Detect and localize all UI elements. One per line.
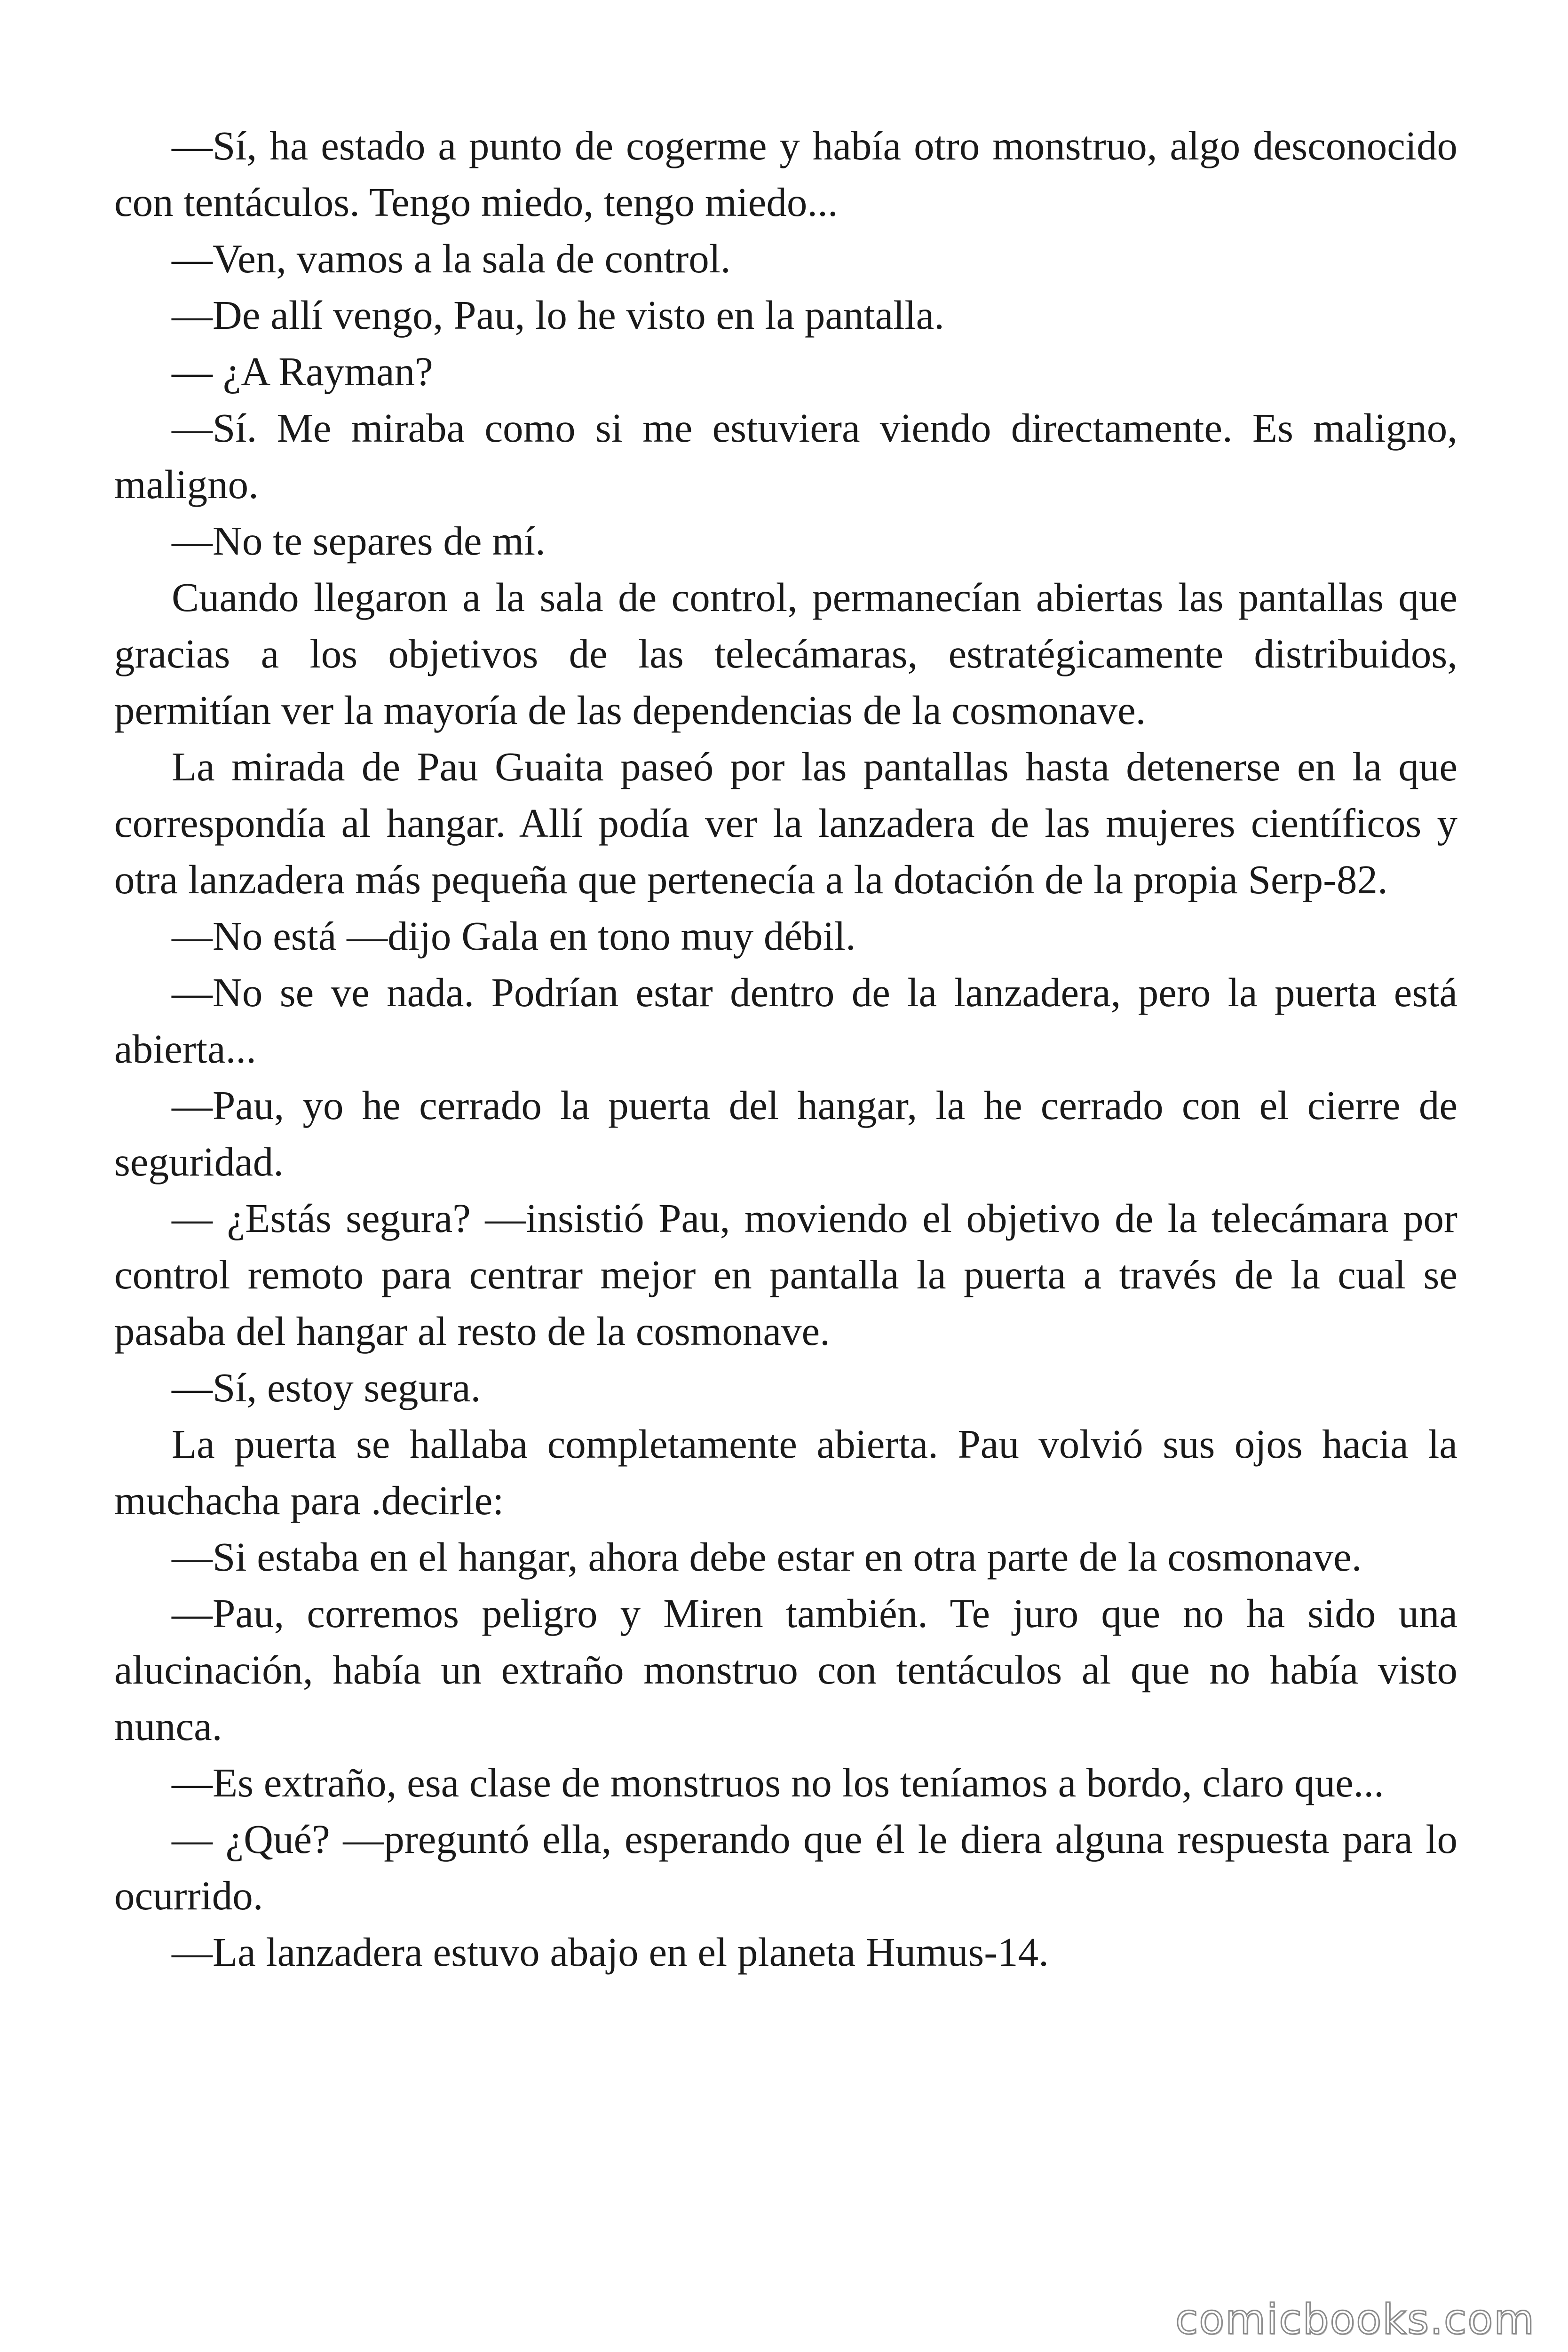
paragraph: — ¿A Rayman? (172, 349, 433, 394)
paragraph: —No te separes de mí. (172, 518, 546, 564)
paragraph: —La lanzadera estuvo abajo en el planeta Humus-14. (172, 1929, 1049, 1975)
paragraph: —Es extraño, esa clase de monstruos no los teníamos a bordo, claro que... (172, 1760, 1384, 1805)
paragraph: — ¿Qué? —preguntó ella, esperando que él le diera alguna respuesta para lo ocurrido. (114, 1816, 1457, 1918)
paragraph: — ¿Estás segura? —insistió Pau, moviendo el objetivo de la telecámara por control remoto para centrar mejor en pantalla la puerta a través de la cual se pasaba del hangar al resto de la cosmonave. (114, 1195, 1457, 1354)
paragraph: La puerta se hallaba completamente abierta. Pau volvió sus ojos hacia la muchacha para .decirle: (114, 1421, 1457, 1523)
paragraph: —Si estaba en el hangar, ahora debe estar en otra parte de la cosmonave. (172, 1534, 1362, 1580)
paragraph: —Ven, vamos a la sala de control. (172, 236, 731, 281)
paragraph: La mirada de Pau Guaita paseó por las pantallas hasta detenerse en la que correspondía al hangar. Allí podía ver la lanzadera de las mujeres científicos y otra lanzadera más pequeña que pertenecía a la dotación de la propia Serp-82. (114, 744, 1457, 902)
paragraph: —Pau, corremos peligro y Miren también. Te juro que no ha sido una alucinación, había un extraño monstruo con tentáculos al que no había visto nunca. (114, 1590, 1457, 1749)
paragraph: —No se ve nada. Podrían estar dentro de la lanzadera, pero la puerta está abierta... (114, 969, 1457, 1072)
paragraph: —Sí, estoy segura. (172, 1365, 481, 1410)
paragraph: —Sí. Me miraba como si me estuviera viendo directamente. Es maligno, maligno. (114, 405, 1457, 507)
paragraph: —De allí vengo, Pau, lo he visto en la pantalla. (172, 292, 944, 338)
paragraph: Cuando llegaron a la sala de control, permanecían abiertas las pantallas que gracias a los objetivos de las telecámaras, estratégicamente distribuidos, permitían ver la mayoría de las dependencias de la cosmonave. (114, 574, 1457, 733)
page-body (114, 118, 1457, 1980)
paragraph: —No está —dijo Gala en tono muy débil. (172, 913, 856, 959)
paragraph: —Pau, yo he cerrado la puerta del hangar, la he cerrado con el cierre de seguridad. (114, 1082, 1457, 1184)
watermark-logo: comicbooks.com (1175, 2295, 1535, 2344)
paragraph: —Sí, ha estado a punto de cogerme y había otro monstruo, algo desconocido con tentáculos. Tengo miedo, tengo miedo... (114, 123, 1457, 225)
